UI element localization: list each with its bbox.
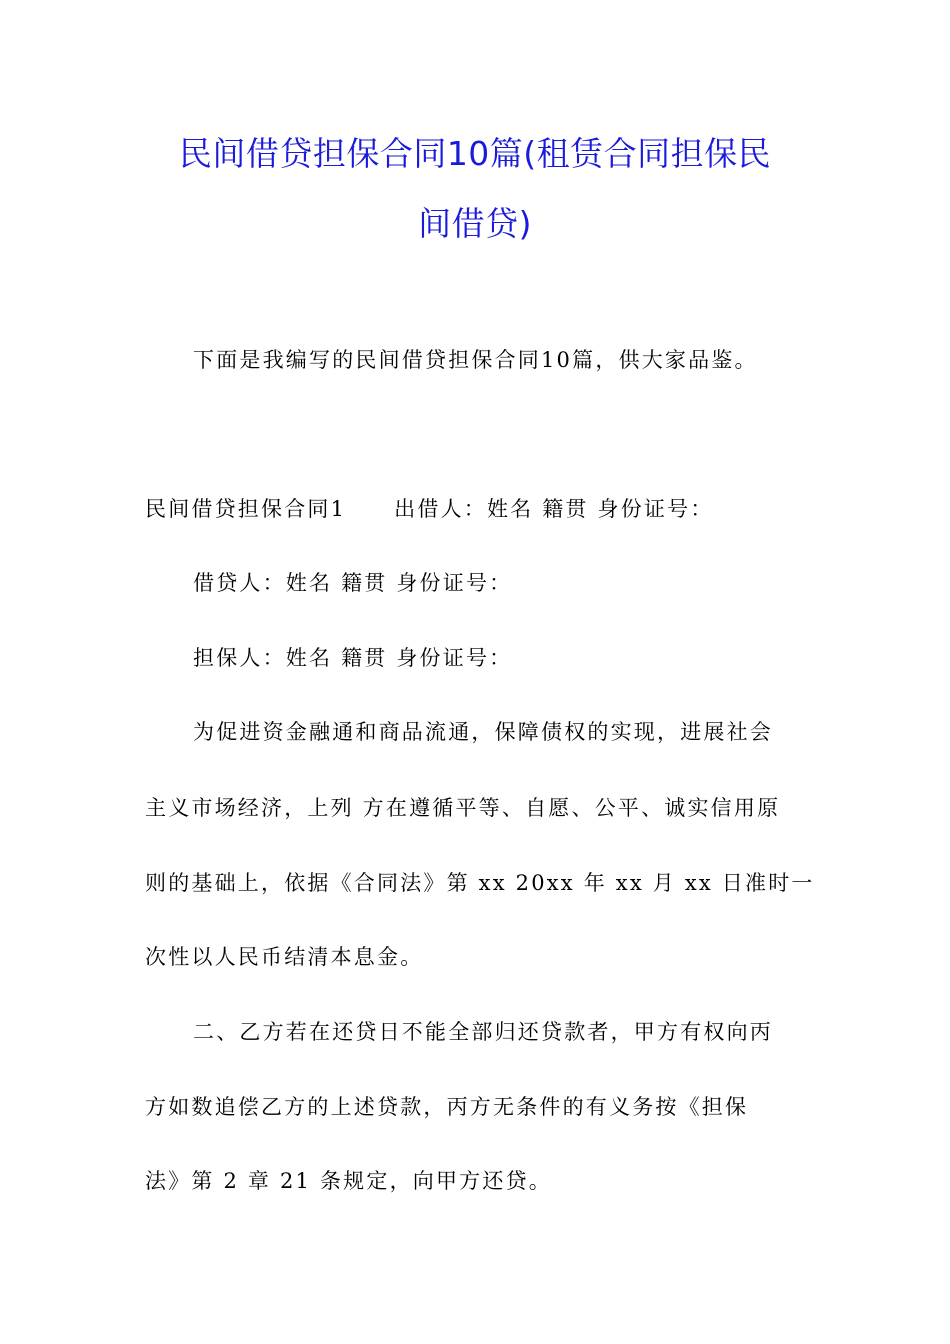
intro-paragraph: 下面是我编写的民间借贷担保合同10篇，供大家品鉴。 — [193, 348, 758, 372]
paragraph-1-line-3: 则的基础上，依据《合同法》第 xx 20xx 年 xx 月 xx 日准时一 — [145, 871, 815, 895]
paragraph-1-line-1: 为促进资金融通和商品流通，保障债权的实现，进展社会 — [193, 720, 773, 744]
section-1-row — [145, 494, 714, 524]
paragraph-1-line-2: 主义市场经济，上列 方在遵循平等、自愿、公平、诚实信用原 — [145, 796, 781, 820]
section-1-heading: 民间借贷担保合同1 — [145, 497, 347, 521]
document-title-line-2: 间借贷) — [418, 204, 532, 243]
borrower-line: 借贷人：姓名 籍贯 身份证号： — [193, 571, 513, 595]
guarantor-line: 担保人：姓名 籍贯 身份证号： — [193, 646, 513, 670]
paragraph-2-line-2: 方如数追偿乙方的上述贷款，丙方无条件的有义务按《担保 — [145, 1095, 749, 1119]
document-title-line-1: 民间借贷担保合同10篇(租赁合同担保民 — [178, 134, 772, 173]
paragraph-2-line-1: 二、乙方若在还贷日不能全部归还贷款者，甲方有权向丙 — [193, 1020, 773, 1044]
paragraph-2-line-3: 法》第 2 章 21 条规定，向甲方还贷。 — [145, 1169, 552, 1193]
lender-line: 出借人：姓名 籍贯 身份证号： — [394, 497, 714, 521]
paragraph-1-line-4: 次性以人民币结清本息金。 — [145, 945, 424, 969]
